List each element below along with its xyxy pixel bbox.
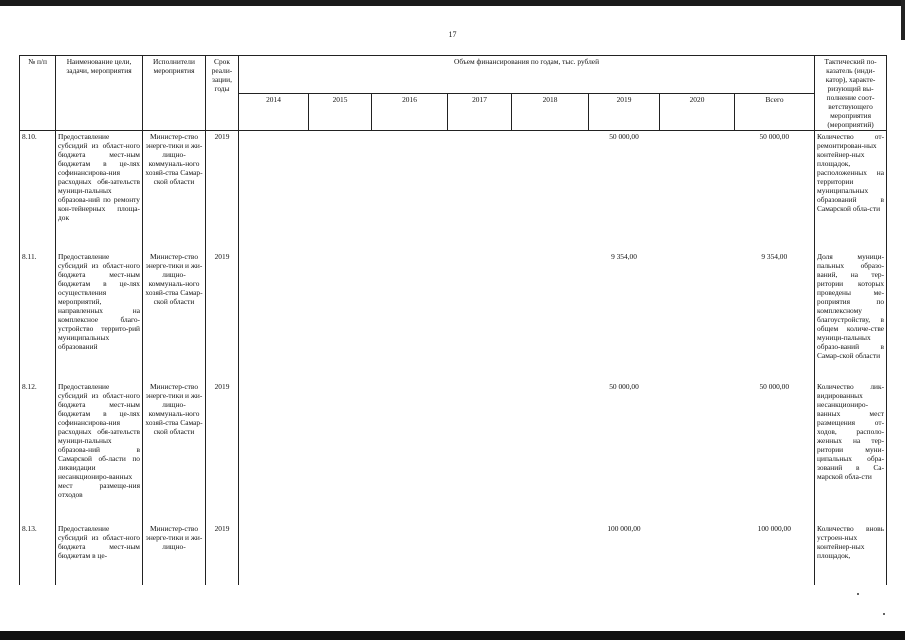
cell-2018	[512, 523, 589, 585]
scan-speck	[857, 593, 859, 595]
page-number: 17	[448, 30, 457, 39]
cell-2015	[309, 131, 372, 252]
header-year: 2015	[309, 93, 372, 131]
cell-2017	[448, 251, 512, 381]
cell-2016	[372, 251, 448, 381]
row-executor: Министер-ство энерге-тики и жи-лищно-коммуналь-ного хозяй-ства Самар-ской области	[143, 131, 206, 252]
cell-2015	[309, 523, 372, 585]
cell-2018	[512, 381, 589, 523]
row-term: 2019	[206, 523, 239, 585]
cell-total: 100 000,00	[757, 524, 791, 533]
row-name: Предоставление субсидий из област-ного бюджета мест-ным бюджетам в це-лях софинансирова-ния расходных обя-зательств муници-пальных образова-ний в Самарской об-ласти по ликвидации несанкциониро-ванных мест размеще-ния отходов	[56, 381, 143, 523]
row-term: 2019	[206, 131, 239, 252]
header-row-1	[20, 56, 887, 94]
row-executor: Министер-ство энерге-тики и жи-лищно-	[143, 523, 206, 585]
header-funding: Объем финансирования по годам, тыс. рублей	[239, 56, 815, 94]
header-year: 2019	[589, 93, 660, 131]
row-num: 8.12.	[20, 381, 56, 523]
cell-2017	[448, 131, 512, 252]
cell-2014	[239, 381, 309, 523]
table-row	[20, 251, 887, 381]
row-name: Предоставление субсидий из област-ного бюджета мест-ным бюджетам в це-лях софинансирова-ния расходных обя-зательств муници-пальных образова-ний по ремонту кон-тейнерных площа-док	[56, 131, 143, 252]
header-year: 2014	[239, 93, 309, 131]
header-year: 2018	[512, 93, 589, 131]
cell-total: 9 354,00	[761, 252, 788, 261]
table-row	[20, 131, 887, 252]
row-indicator: Количество от-ремонтирован-ных контейнер-ных площадок, расположенных на территории муниципальных образований в Самарской обла-сти	[815, 131, 887, 252]
cell-2017	[448, 381, 512, 523]
row-name: Предоставление субсидий из област-ного бюджета мест-ным бюджетам в це-	[56, 523, 143, 585]
cell-2018	[512, 251, 589, 381]
row-num: 8.13.	[20, 523, 56, 585]
row-name: Предоставление субсидий из област-ного бюджета мест-ным бюджетам в це-лях осуществления мероприятий, направленных на комплексное благо-устройство террито-рий муниципальных образований	[56, 251, 143, 381]
cell-2020	[660, 251, 735, 381]
table-row	[20, 523, 887, 585]
cell-2020	[660, 381, 735, 523]
row-num: 8.10.	[20, 131, 56, 252]
cell-2015	[309, 381, 372, 523]
scan-speck	[883, 613, 885, 615]
header-indicator: Тактический по-казатель (инди-катор), характе-ризующий вы-полнение соот-ветствующего мероприятия (мероприятий)	[815, 56, 887, 131]
header-num: № п/п	[20, 56, 56, 131]
cell-total: 50 000,00	[759, 382, 790, 391]
header-year: 2016	[372, 93, 448, 131]
table-row	[20, 381, 887, 523]
header-year: 2020	[660, 93, 735, 131]
cell-2015	[309, 251, 372, 381]
cell-2014	[239, 251, 309, 381]
row-indicator: Доля муници-пальных образо-ваний, на тер-ритории которых проведены ме-роприятия по комплексному благоустройству, в общем количе-стве муници-пальных образо-ваний в Самар-ской области	[815, 251, 887, 381]
row-executor: Министер-ство энерге-тики и жи-лищно-коммуналь-ного хозяй-ства Самар-ской области	[143, 251, 206, 381]
row-term: 2019	[206, 381, 239, 523]
header-executor: Исполнители мероприятия	[143, 56, 206, 131]
cell-2020	[660, 523, 735, 585]
header-name: Наименование цели, задачи, мероприятия	[56, 56, 143, 131]
scan-bottom-edge	[0, 631, 905, 640]
cell-2019: 50 000,00	[609, 382, 639, 391]
program-table	[19, 55, 887, 585]
cell-2019: 9 354,00	[611, 252, 637, 261]
cell-2018	[512, 131, 589, 252]
cell-total: 50 000,00	[759, 132, 790, 141]
cell-2019: 50 000,00	[609, 132, 639, 141]
header-total: Всего	[735, 93, 815, 131]
cell-2016	[372, 523, 448, 585]
cell-2016	[372, 131, 448, 252]
cell-2017	[448, 523, 512, 585]
cell-2014	[239, 131, 309, 252]
row-term: 2019	[206, 251, 239, 381]
row-indicator: Количество лик-видированных несанкциониро-ванных мест размещения от-ходов, располо-женных на тер-ритории муни-ципальных обра-зований в Са-марской обла-сти	[815, 381, 887, 523]
scan-top-edge	[0, 0, 905, 6]
header-year: 2017	[448, 93, 512, 131]
row-executor: Министер-ство энерге-тики и жи-лищно-коммуналь-ного хозяй-ства Самар-ской области	[143, 381, 206, 523]
row-num: 8.11.	[20, 251, 56, 381]
cell-2019: 100 000,00	[607, 524, 641, 533]
cell-2014	[239, 523, 309, 585]
cell-2016	[372, 381, 448, 523]
header-term: Срок реали-зации, годы	[206, 56, 239, 131]
row-indicator: Количество вновь устроен-ных контейнер-ных площадок,	[815, 523, 887, 585]
cell-2020	[660, 131, 735, 252]
